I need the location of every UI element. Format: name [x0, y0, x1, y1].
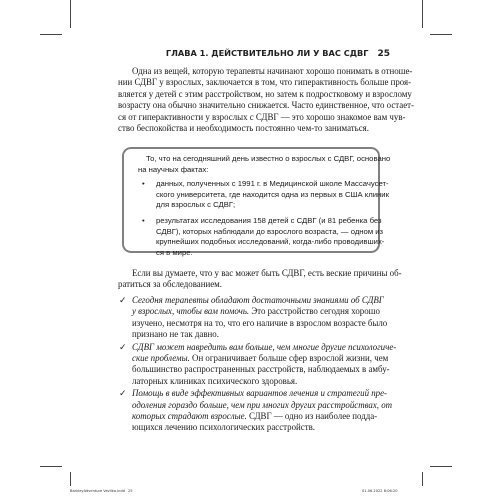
callout-intro-line: То, что на сегодняшний день известно о взрослых с СДВГ, основано [146, 154, 391, 163]
bullet-line: данных, полученных с 1991 г. в Медицинской школе Массачусет- [156, 179, 389, 189]
paragraph-reasons [118, 268, 402, 291]
text-line: Если вы думаете, что у вас может быть СДВГ, есть веские причины об- [132, 268, 402, 278]
text-line: ратиться за обследованием. [118, 279, 222, 290]
chapter-title: ГЛАВА 1. ДЕЙСТВИТЕЛЬНО ЛИ У ВАС СДВГ [165, 48, 369, 58]
text-line: ся от гиперактивности у взрослых с СДВГ — это хорошо знакомое вам чув- [118, 111, 406, 122]
checklist-item [118, 295, 390, 341]
italic-line: Сегодня терапевты обладают достаточными знаниями об СДВГ [132, 295, 384, 305]
crop-mark [422, 472, 423, 486]
crop-mark [430, 34, 452, 35]
check-icon: ✓ [119, 341, 127, 352]
bullet-icon: • [142, 179, 145, 189]
text-fragment: СДВГ — одно из наиболее подда- [246, 411, 378, 422]
crop-mark [40, 466, 62, 467]
reasons-checklist [118, 295, 397, 435]
slug-page: 25 [128, 489, 133, 493]
text-fragment: Он ограничивает больше сфер взрослой жизни, чем [189, 353, 389, 364]
callout-text [138, 154, 391, 258]
text-line: нии СДВГ у взрослых, заключается в том, что гиперактивность больше проя- [118, 77, 412, 88]
bullet-line: ся в мире. [156, 247, 193, 257]
text-line: вляется у детей с этим расстройством, но затем к подростковому и взрослому [118, 88, 412, 99]
text-line: признано не так давно. [132, 329, 219, 340]
bullet-line: СДВГ), которых наблюдали до взрослого возраста, — одном из [156, 226, 384, 236]
text-line: ющихся лечению психологических расстройств. [132, 422, 316, 433]
italic-line: у взрослых, чтобы вам помочь. [132, 306, 250, 317]
italic-line: Помощь в виде эффективных вариантов лечения и стратегий пре- [132, 388, 388, 399]
slug-file: BarkleyAdventure Vevilka.indd [70, 489, 126, 493]
text-line: большинство распространенных расстройств, наблюдаемых в амбу- [132, 364, 390, 375]
page-number: 25 [377, 49, 390, 59]
italic-line: одоления гораздо больше, чем при многих других расстройствах, от [132, 399, 393, 410]
bullet-icon: • [142, 215, 145, 225]
italic-line: которых страдают взрослые. [132, 411, 247, 422]
checklist-item [118, 341, 397, 388]
italic-line: СДВГ может навредить вам больше, чем многие другие психологиче- [132, 341, 397, 352]
slug-date: 01.06.2022 8:06:20 [362, 489, 398, 493]
bullet-line: ского университета, где находится одна из первых в США клиник [156, 189, 389, 199]
check-icon: ✓ [119, 295, 127, 305]
text-line: латорных клиниках психического здоровья. [132, 375, 298, 386]
crop-mark [70, 472, 71, 486]
check-icon: ✓ [119, 388, 127, 399]
crop-mark [70, 0, 71, 28]
bullet-line: результатах исследования 158 детей с СДВГ (и 81 ребенка без [156, 215, 382, 225]
text-line: Одна из вещей, которую терапевты начинают хорошо понимать в отноше- [132, 66, 413, 76]
paragraph-intro [118, 66, 414, 134]
crop-mark [422, 0, 423, 28]
callout-intro-line: на научных фактах: [138, 164, 209, 174]
callout-bullet [138, 215, 385, 258]
italic-line: ские проблемы. [132, 353, 190, 364]
text-line: ство беспокойства и необходимость постоянно чем-то заниматься. [118, 123, 369, 134]
text-line: возрасту она обычно значительно снижается. Часто единственное, что остает- [118, 100, 414, 111]
bullet-line: для взрослых с СДВГ; [156, 200, 236, 210]
crop-mark [40, 34, 62, 35]
checklist-item [118, 388, 393, 434]
crop-mark [430, 466, 452, 467]
callout-bullet [138, 179, 389, 211]
running-header [118, 48, 390, 59]
text-fragment: Это расстройство сегодня хорошо [249, 306, 380, 317]
bullet-line: крупнейших подобных исследований, когда-либо проводивших- [156, 237, 385, 247]
text-line: изучено, несмотря на то, что его наличие в взрослом возрасте было [132, 317, 388, 328]
